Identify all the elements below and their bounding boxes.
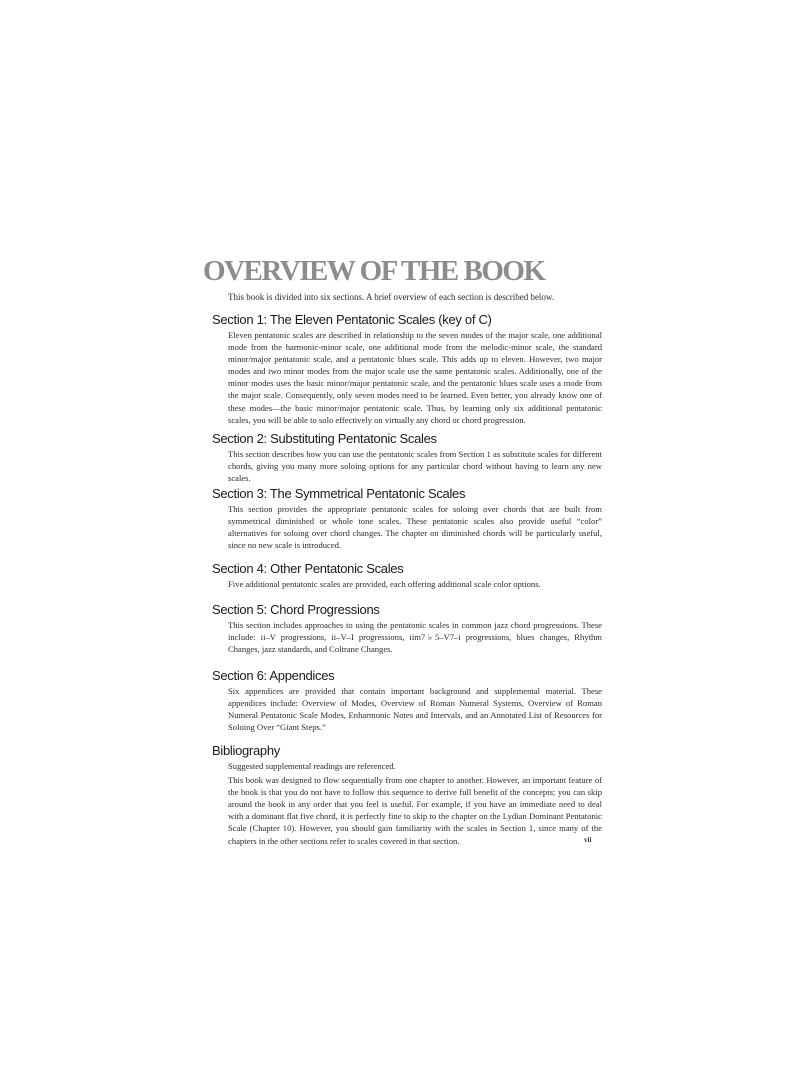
section-body: Six appendices are provided that contain important background and supplemental material. These appendices include: Overview of Modes, Overview of Roman Numeral Systems, Overview of Roman Numeral Pentatonic Scale Modes, Enharmonic Notes and Intervals, and an Annotated List of Resources for Soloing Over “Giant Steps.” [228,686,602,733]
section-body: This section provides the appropriate pentatonic scales for soloing over chords that are built from symmetrical diminished or whole tone scales. These pentatonic scales also provide useful “color” alternatives for soloing over chord changes. The chapter on diminished chords will be particularly useful, since no new scale is introduced. [228,504,602,551]
section-heading: Bibliography [212,743,280,758]
section-body: This section describes how you can use the pentatonic scales from Section 1 as substitute scales for different chords, giving you many more soloing options for any particular chord without having to learn any new scales. [228,449,602,484]
section-6 [212,668,602,733]
page-number: vii [584,836,592,844]
section-2 [212,431,602,484]
intro-text: This book is divided into six sections. A brief overview of each section is described below. [228,292,555,302]
section-body: This book was designed to flow sequentially from one chapter to another. However, an important feature of the book is that you do not have to follow this sequence to derive full benefit of the concepts; you can skip around the book in any order that you feel is useful. For example, if you have an immediate need to deal with a dominant flat five chord, it is perfectly fine to skip to the chapter on the Lydian Dominant Pentatonic Scale (Chapter 10). However, you should gain familiarity with the scales in Section 1, since many of the chapters in the other sections refer to scales covered in that section. [228,775,602,846]
section-heading: Section 2: Substituting Pentatonic Scales [212,431,437,446]
section-heading: Section 6: Appendices [212,668,335,683]
section-heading: Section 3: The Symmetrical Pentatonic Scales [212,486,466,501]
section-4 [212,561,602,590]
section-body: Suggested supplemental readings are referenced. [228,761,396,771]
section-bibliography [212,743,602,847]
section-body: This section includes approaches to using the pentatonic scales in common jazz chord progressions. These include: ii–V progressions, ii–V–I progressions, iim7♭5–V7–i progressions, blues changes, Rhythm Changes, jazz standards, and Coltrane Changes. [228,620,602,655]
section-heading: Section 1: The Eleven Pentatonic Scales (key of C) [212,312,492,327]
section-body: Eleven pentatonic scales are described in relationship to the seven modes of the major scale, one additional mode from the harmonic-minor scale, one additional mode from the melodic-minor scale, the standard minor/major pentatonic scale, and a pentatonic blues scale. This adds up to eleven. However, two major modes and two minor modes from the major scale use the same pentatonic scales. Additionally, one of the minor modes uses the basic minor/major pentatonic scale, and the pentatonic blues scale uses a mode from the major scale. Consequently, only seven modes need to be learned. Even better, you already know one of these modes—the basic minor/major pentatonic scale. Thus, by learning only six additional pentatonic scales, you will be able to solo effectively on virtually any chord or chord progression. [228,330,602,425]
section-heading: Section 5: Chord Progressions [212,602,380,617]
section-heading: Section 4: Other Pentatonic Scales [212,561,404,576]
section-body: Five additional pentatonic scales are provided, each offering additional scale color options. [228,579,541,589]
section-5 [212,602,602,655]
section-1 [212,312,602,426]
section-3 [212,486,602,551]
page-title: OVERVIEW OF THE BOOK [203,255,545,287]
